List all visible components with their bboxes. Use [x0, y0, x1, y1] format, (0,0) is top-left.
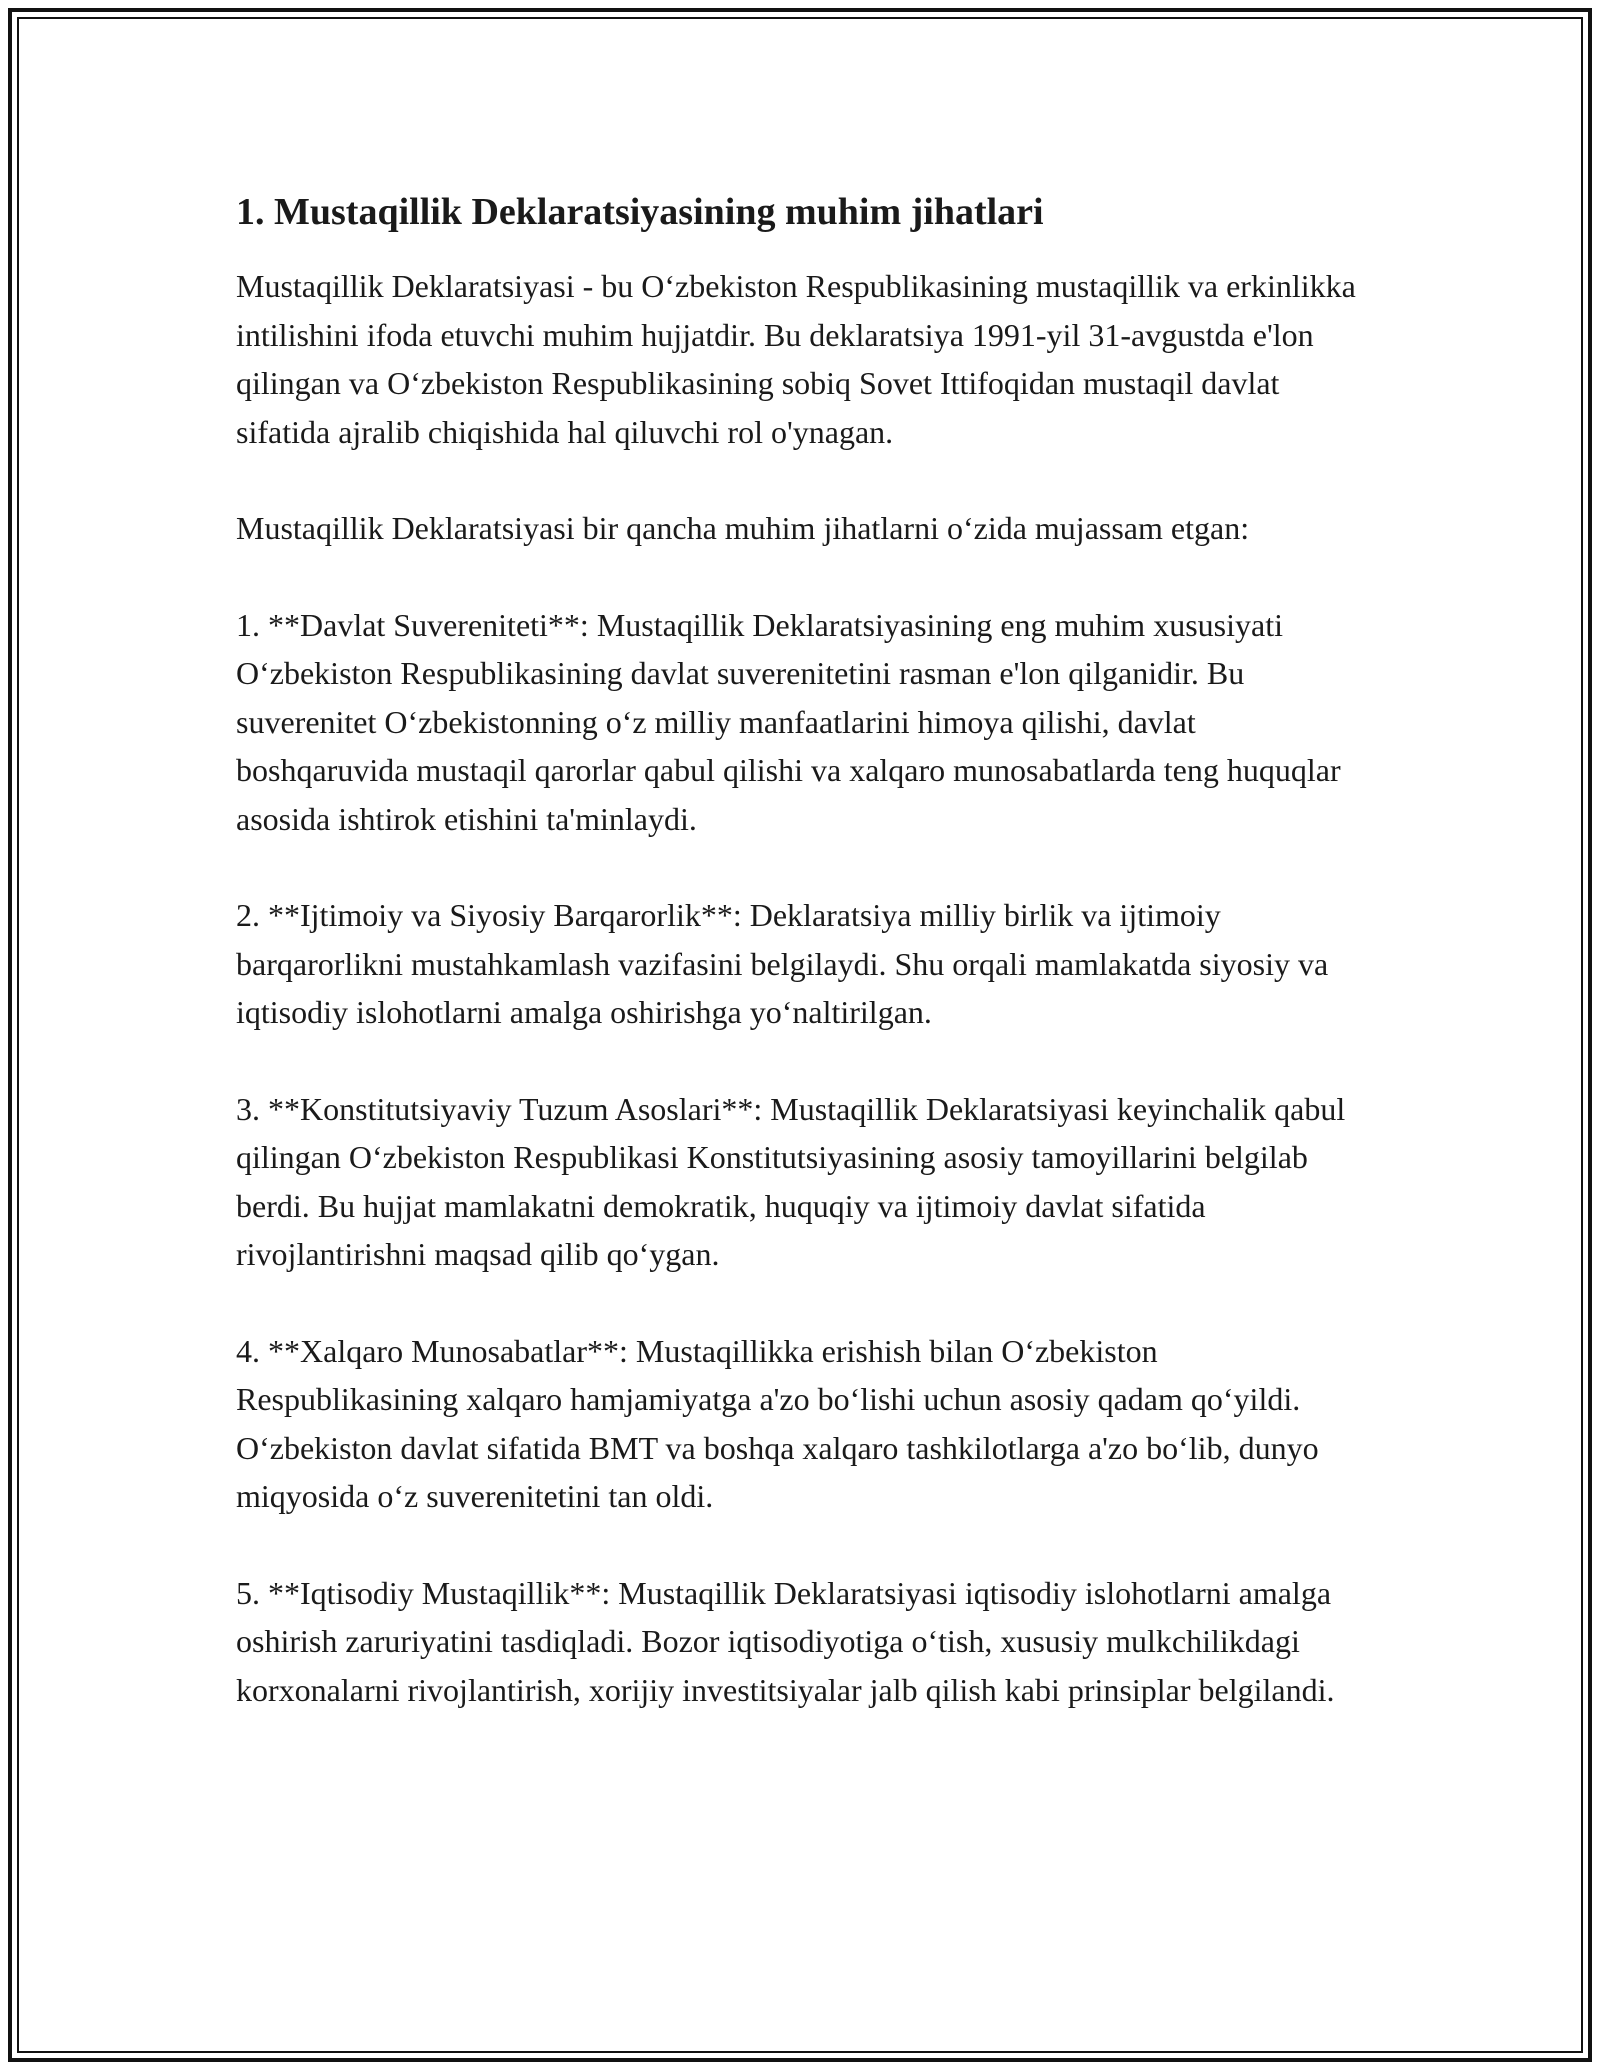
paragraph-intro: Mustaqillik Deklaratsiyasi - bu O‘zbekiston Respublikasining mustaqillik va erkinlikka intilishini ifoda etuvchi muhim hujjatdir. Bu deklaratsiya 1991-yil 31-avgustda e'lon qilingan va O‘zbekiston Respublikasining sobiq Sovet Ittifoqidan mustaqil davlat sifatida ajralib chiqishida hal qiluvchi rol o'ynagan.: [236, 268, 1356, 450]
list-item-economic-independence: 5. **Iqtisodiy Mustaqillik**: Mustaqillik Deklaratsiyasi iqtisodiy islohotlarni amalga oshirish zaruriyatini tasdiqladi. Bozor iqtisodiyotiga o‘tish, xususiy mulkchilikdagi korxonalarni rivojlantirish, xorijiy investitsiyalar jalb qilish kabi prinsiplar belgilandi.: [236, 1574, 1335, 1708]
document-body: [236, 184, 1376, 1762]
list-item-constitution: 3. **Konstitutsiyaviy Tuzum Asoslari**: Mustaqillik Deklaratsiyasi keyinchalik qabul qilingan O‘zbekiston Respublikasi Konstitutsiyasining asosiy tamoyillarini belgilab berdi. Bu hujjat mamlakatni demokratik, huquqiy va ijtimoiy davlat sifatida rivojlantirishni maqsad qilib qo‘ygan.: [236, 1090, 1346, 1272]
list-item-sovereignty: 1. **Davlat Suvereniteti**: Mustaqillik Deklaratsiyasining eng muhim xususiyati O‘zbekiston Respublikasining davlat suverenitetini rasman e'lon qilganidir. Bu suverenitet O‘zbekistonning o‘z milliy manfaatlarini himoya qilishi, davlat boshqaruvida mustaqil qarorlar qabul qilishi va xalqaro munosabatlarda teng huquqlar asosida ishtirok etishini ta'minlaydi.: [236, 606, 1341, 837]
list-item-international-relations: 4. **Xalqaro Munosabatlar**: Mustaqillikka erishish bilan O‘zbekiston Respublikasining xalqaro hamjamiyatga a'zo bo‘lishi uchun asosiy qadam qo‘yildi. O‘zbekiston davlat sifatida BMT va boshqa xalqaro tashkilotlarga a'zo bo‘lib, dunyo miqyosida o‘z suverenitetini tan oldi.: [236, 1332, 1319, 1514]
list-item-stability: 2. **Ijtimoiy va Siyosiy Barqarorlik**: Deklaratsiya milliy birlik va ijtimoiy barqarorlikni mustahkamlash vazifasini belgilaydi. Shu orqali mamlakatda siyosiy va iqtisodiy islohotlarni amalga oshirishga yo‘naltirilgan.: [236, 897, 1329, 1030]
paragraph-lead-in: Mustaqillik Deklaratsiyasi bir qancha muhim jihatlarni o‘zida mujassam etgan:: [236, 510, 1250, 546]
document-title: 1. Mustaqillik Deklaratsiyasining muhim jihatlari: [236, 191, 1044, 233]
